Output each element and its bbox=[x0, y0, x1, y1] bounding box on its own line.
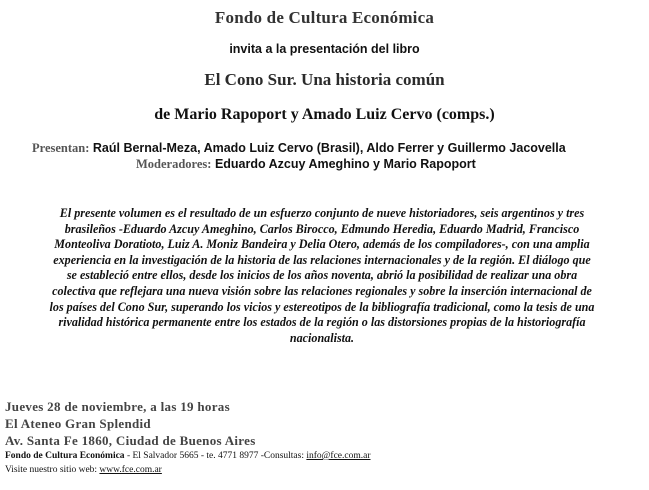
moderators-line bbox=[136, 157, 476, 172]
book-title: El Cono Sur. Una historia común bbox=[204, 70, 445, 89]
footer-org-name: Fondo de Cultura Económica bbox=[5, 451, 125, 461]
description-line: rivalidad histórica permanente entre los estados de la región o las distorsiones propias de la historiografía bbox=[58, 315, 586, 330]
description-line: nacionalista. bbox=[289, 330, 355, 345]
book-description bbox=[10, 206, 634, 346]
description-line: se estableció entre ellos, desde los inicios de los años noventa, abrió la posibilidad de realizar una obra bbox=[66, 268, 578, 283]
presenters-label: Presentan: bbox=[32, 141, 90, 155]
description-line: Monteoliva Doratioto, Luiz A. Moniz Bandeira y Delia Otero, además de los compiladores-, con una amplia bbox=[54, 237, 590, 252]
description-line: brasileños -Eduardo Azcuy Ameghino, Carlos Birocco, Edmundo Heredia, Eduardo Madrid, Francisco bbox=[64, 221, 580, 236]
footer-site-text: Visite nuestro sitio web: bbox=[5, 465, 100, 475]
event-venue: El Ateneo Gran Splendid bbox=[5, 416, 151, 431]
moderators-label: Moderadores: bbox=[136, 157, 212, 171]
event-date: Jueves 28 de noviembre, a las 19 horas bbox=[5, 399, 230, 414]
presenters-names: Raúl Bernal-Meza, Amado Luiz Cervo (Brasil), Aldo Ferrer y Guillermo Jacovella bbox=[92, 141, 566, 155]
book-authors: de Mario Rapoport y Amado Luiz Cervo (comps.) bbox=[154, 106, 495, 123]
presenters-line bbox=[32, 141, 566, 156]
invite-text: invita a la presentación del libro bbox=[229, 42, 420, 56]
description-line: los países del Cono Sur, superando los vicios y estereotipos de la bibliografía tradicional, como la tesis de una bbox=[49, 299, 595, 314]
event-address: Av. Santa Fe 1860, Ciudad de Buenos Aires bbox=[5, 433, 256, 448]
footer-website bbox=[5, 465, 162, 475]
email-link[interactable]: info@fce.com.ar bbox=[306, 451, 371, 461]
publisher-name: Fondo de Cultura Económica bbox=[214, 8, 435, 27]
description-line: colectiva que reflejara una nueva visión sobre las relaciones regionales y sobre la inserción internacional de bbox=[52, 283, 592, 298]
footer-contact-text: - El Salvador 5665 - te. 4771 8977 -Consultas: bbox=[124, 451, 307, 461]
description-line: El presente volumen es el resultado de un esfuerzo conjunto de nueve historiadores, seis argentinos y tres bbox=[59, 206, 585, 220]
moderators-names: Eduardo Azcuy Ameghino y Mario Rapoport bbox=[214, 157, 476, 171]
website-link[interactable]: www.fce.com.ar bbox=[99, 465, 162, 475]
description-line: experiencia en la investigación de la historia de las relaciones internacionales y de la región. El diálogo que bbox=[53, 252, 591, 267]
footer-contact bbox=[5, 451, 371, 461]
